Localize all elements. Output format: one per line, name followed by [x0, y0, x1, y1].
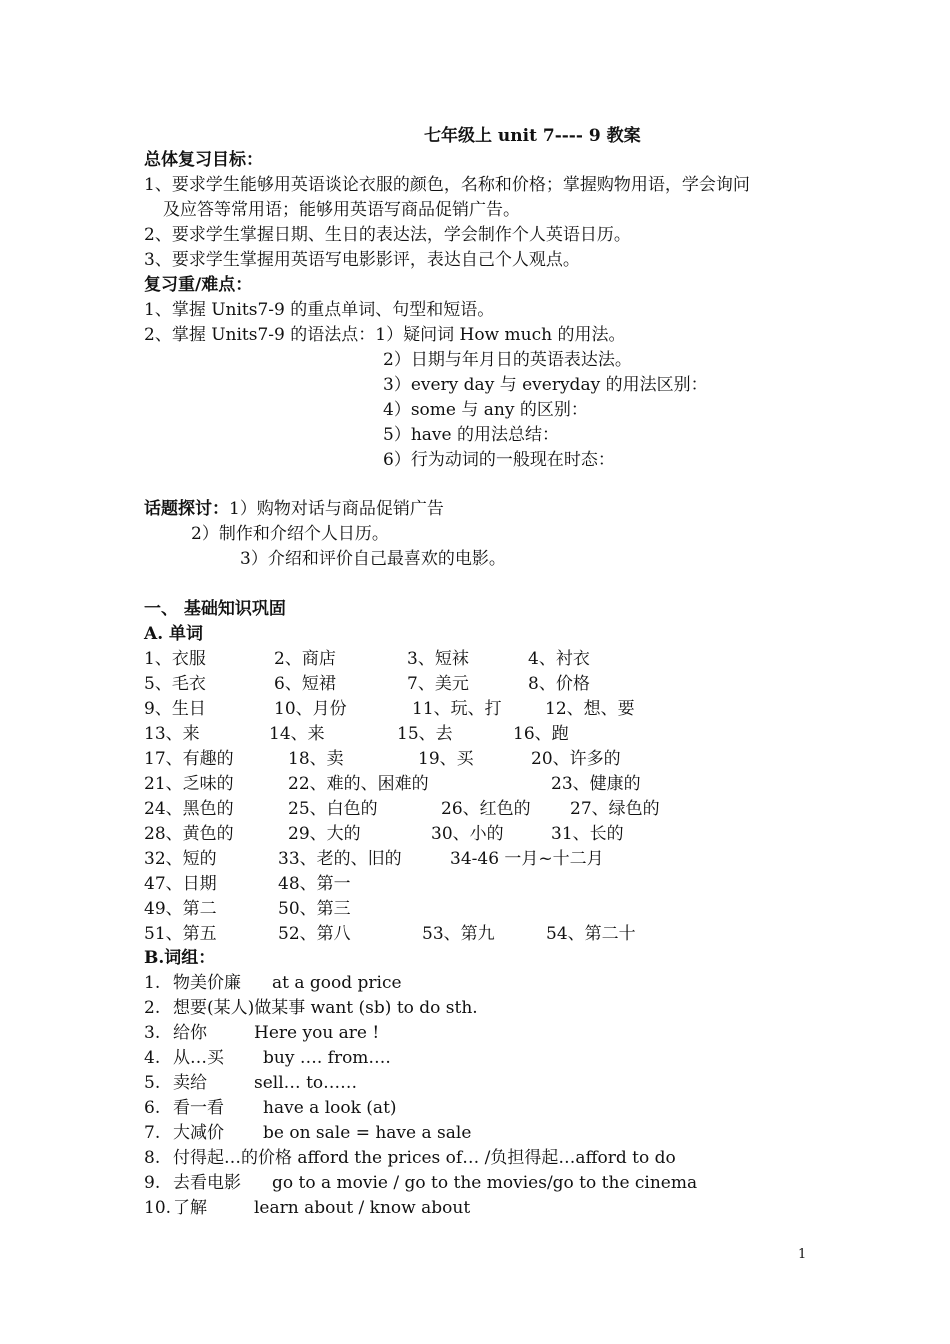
vocabulary-item: 18、卖	[288, 749, 344, 769]
phrase-chinese: 了解	[173, 1198, 207, 1218]
phrase-english: go to a movie / go to the movies/go to the cinema	[272, 1173, 698, 1193]
vocabulary-item: 26、红色的	[441, 799, 531, 819]
vocabulary-item: 3、短袜	[407, 649, 469, 669]
vocabulary-item: 24、黑色的	[144, 799, 234, 819]
vocabulary-item: 15、去	[397, 724, 453, 744]
vocabulary-item: 32、短的	[144, 849, 217, 869]
phrase-number: 1.	[144, 973, 161, 993]
grammar-point: 5）have 的用法总结：	[383, 425, 559, 445]
topic-item: 2）制作和介绍个人日历。	[191, 524, 389, 544]
vocabulary-item: 1、衣服	[144, 649, 206, 669]
vocabulary-item: 50、第三	[278, 899, 351, 919]
phrase-english: Here you are !	[254, 1023, 380, 1043]
goal-item: 及应答等常用语；能够用英语写商品促销广告。	[163, 200, 520, 220]
vocabulary-item: 14、来	[269, 724, 325, 744]
vocabulary-item: 49、第二	[144, 899, 217, 919]
vocabulary-item: 22、难的、困难的	[288, 774, 429, 794]
phrase-number: 3.	[144, 1023, 161, 1043]
document-title: 七年级上 unit 7---- 9 教案	[424, 126, 641, 146]
vocabulary-item: 51、第五	[144, 924, 217, 944]
goals-heading: 总体复习目标：	[144, 150, 263, 170]
vocabulary-item: 8、价格	[528, 674, 590, 694]
page-number: 1	[798, 1247, 807, 1262]
vocabulary-item: 11、玩、打	[412, 699, 502, 719]
phrase-number: 4.	[144, 1048, 161, 1068]
vocabulary-item: 4、衬衣	[528, 649, 590, 669]
phrase-chinese: 付得起…的价格 afford the prices of… /负担得起…afford to do	[173, 1148, 676, 1168]
phrases-heading: B.词组：	[144, 948, 216, 968]
phrase-chinese: 大减价	[173, 1123, 224, 1143]
phrase-chinese: 想要(某人)做某事 want (sb) to do sth.	[173, 998, 478, 1018]
topics-heading: 话题探讨：	[144, 499, 229, 519]
vocabulary-item: 13、来	[144, 724, 200, 744]
vocabulary-item: 6、短裙	[274, 674, 336, 694]
grammar-point: 4）some 与 any 的区别：	[383, 400, 588, 420]
vocabulary-item: 54、第二十	[546, 924, 636, 944]
vocabulary-item: 23、健康的	[551, 774, 641, 794]
key-points-heading: 复习重/难点：	[144, 275, 253, 295]
vocabulary-item: 19、买	[418, 749, 474, 769]
vocabulary-item: 47、日期	[144, 874, 217, 894]
phrase-chinese: 物美价廉	[173, 973, 241, 993]
topic-item: 3）介绍和评价自己最喜欢的电影。	[240, 549, 506, 569]
goal-item: 1、要求学生能够用英语谈论衣服的颜色，名称和价格；掌握购物用语，学会询问	[144, 175, 750, 195]
vocabulary-item: 30、小的	[431, 824, 504, 844]
phrase-number: 7.	[144, 1123, 161, 1143]
vocabulary-item: 12、想、要	[545, 699, 635, 719]
vocabulary-item: 5、毛衣	[144, 674, 206, 694]
phrase-english: sell… to……	[254, 1073, 358, 1093]
phrase-number: 8.	[144, 1148, 161, 1168]
phrase-english: have a look (at)	[263, 1098, 397, 1118]
vocabulary-item: 25、白色的	[288, 799, 378, 819]
grammar-point: 6）行为动词的一般现在时态：	[383, 450, 615, 470]
vocabulary-item: 27、绿色的	[570, 799, 660, 819]
section-heading: 一、 基础知识巩固	[144, 599, 286, 619]
vocabulary-item: 2、商店	[274, 649, 336, 669]
vocabulary-item: 33、老的、旧的	[278, 849, 402, 869]
phrase-english: be on sale = have a sale	[263, 1123, 472, 1143]
vocabulary-item: 21、乏味的	[144, 774, 234, 794]
phrase-chinese: 看一看	[173, 1098, 224, 1118]
phrase-number: 2.	[144, 998, 161, 1018]
topic-item: 1）购物对话与商品促销广告	[229, 499, 444, 519]
phrase-number: 10.	[144, 1198, 172, 1218]
vocabulary-item: 10、月份	[274, 699, 347, 719]
phrase-number: 6.	[144, 1098, 161, 1118]
phrase-chinese: 去看电影	[173, 1173, 241, 1193]
vocabulary-item: 52、第八	[278, 924, 351, 944]
grammar-intro: 2、掌握 Units7-9 的语法点：	[144, 325, 376, 345]
phrase-number: 9.	[144, 1173, 161, 1193]
vocabulary-item: 20、许多的	[531, 749, 621, 769]
vocabulary-item: 53、第九	[422, 924, 495, 944]
grammar-point: 2）日期与年月日的英语表达法。	[383, 350, 632, 370]
goal-item: 2、要求学生掌握日期、生日的表达法，学会制作个人英语日历。	[144, 225, 631, 245]
grammar-point: 3）every day 与 everyday 的用法区别：	[383, 375, 708, 395]
phrase-chinese: 给你	[173, 1023, 207, 1043]
phrase-english: buy …. from….	[263, 1048, 391, 1068]
grammar-point: 1）疑问词 How much 的用法。	[375, 325, 626, 345]
vocabulary-item: 9、生日	[144, 699, 206, 719]
vocabulary-item: 7、美元	[407, 674, 469, 694]
phrase-english: learn about / know about	[254, 1198, 471, 1218]
vocabulary-item: 29、大的	[288, 824, 361, 844]
phrase-chinese: 卖给	[173, 1073, 207, 1093]
key-point-item	[144, 323, 625, 348]
vocabulary-item: 34-46 一月~十二月	[450, 849, 604, 869]
vocabulary-item: 16、跑	[513, 724, 569, 744]
phrase-chinese: 从…买	[173, 1048, 224, 1068]
phrase-number: 5.	[144, 1073, 161, 1093]
vocabulary-item: 31、长的	[551, 824, 624, 844]
phrase-english: at a good price	[272, 973, 402, 993]
vocabulary-item: 48、第一	[278, 874, 351, 894]
vocabulary-item: 17、有趣的	[144, 749, 234, 769]
topics-line	[144, 497, 444, 522]
words-heading: A. 单词	[144, 624, 204, 644]
vocabulary-item: 28、黄色的	[144, 824, 234, 844]
key-point-item: 1、掌握 Units7-9 的重点单词、句型和短语。	[144, 300, 495, 320]
goal-item: 3、要求学生掌握用英语写电影影评，表达自己个人观点。	[144, 250, 580, 270]
